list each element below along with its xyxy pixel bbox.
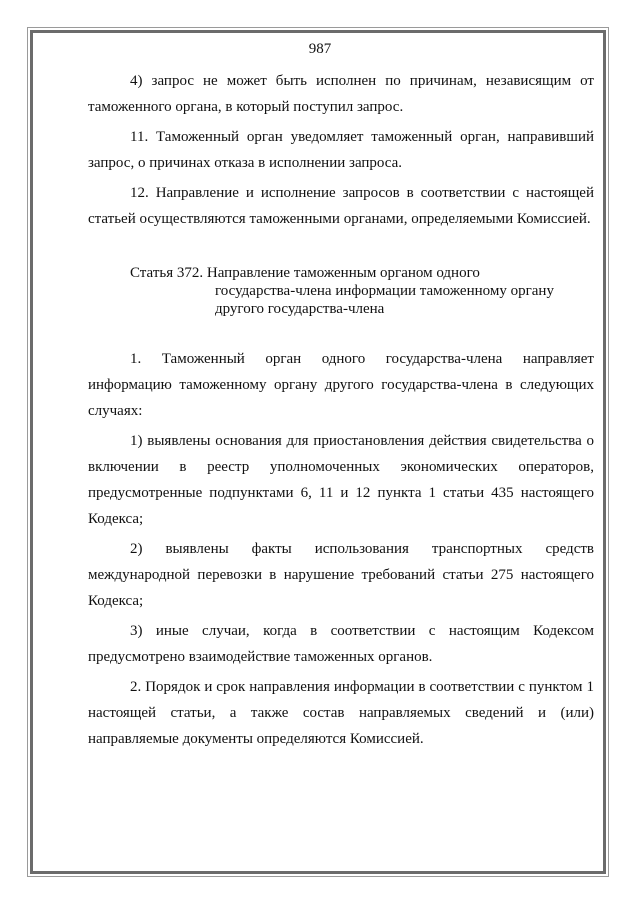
paragraph: 11. Таможенный орган уведомляет таможенный орган, направивший запрос, о причинах отказа в исполнении запроса. [88,129,594,171]
document-body [88,68,594,752]
paragraph: 2. Порядок и срок направления информации в соответствии с пунктом 1 настоящей статьи, а также состав направляемых сведений и (или) направляемые документы определяются Комиссией. [88,679,594,747]
paragraph: 4) запрос не может быть исполнен по причинам, независящим от таможенного органа, в который поступил запрос. [88,73,594,115]
paragraph: 1) выявлены основания для приостановления действия свидетельства о включении в реестр уполномоченных экономических операторов, предусмотренные подпунктами 6, 11 и 12 пункта 1 статьи 435 настоящего Кодекса; [88,433,594,527]
article-title-line-3: другого государства-члена [215,301,385,317]
article-heading-first-line [130,264,594,282]
paragraph: 1. Таможенный орган одного государства-члена направляет информацию таможенному органу другого государства-члена в следующих случаях: [88,351,594,419]
paragraph: 3) иные случаи, когда в соответствии с настоящим Кодексом предусмотрено взаимодействие таможенных органов. [88,623,594,665]
page-number: 987 [308,41,332,57]
paragraph: 2) выявлены факты использования транспортных средств международной перевозки в нарушение требований статьи 275 настоящего Кодекса; [88,541,594,609]
article-title-line-2: государства-члена информации таможенному органу [215,283,554,299]
article-heading [88,264,594,318]
paragraph: 12. Направление и исполнение запросов в соответствии с настоящей статьей осуществляются таможенными органами, определяемыми Комиссией. [88,185,594,227]
article-title-line-1: Направление таможенным органом одного [206,265,480,281]
article-label: Статья 372. [130,265,204,281]
